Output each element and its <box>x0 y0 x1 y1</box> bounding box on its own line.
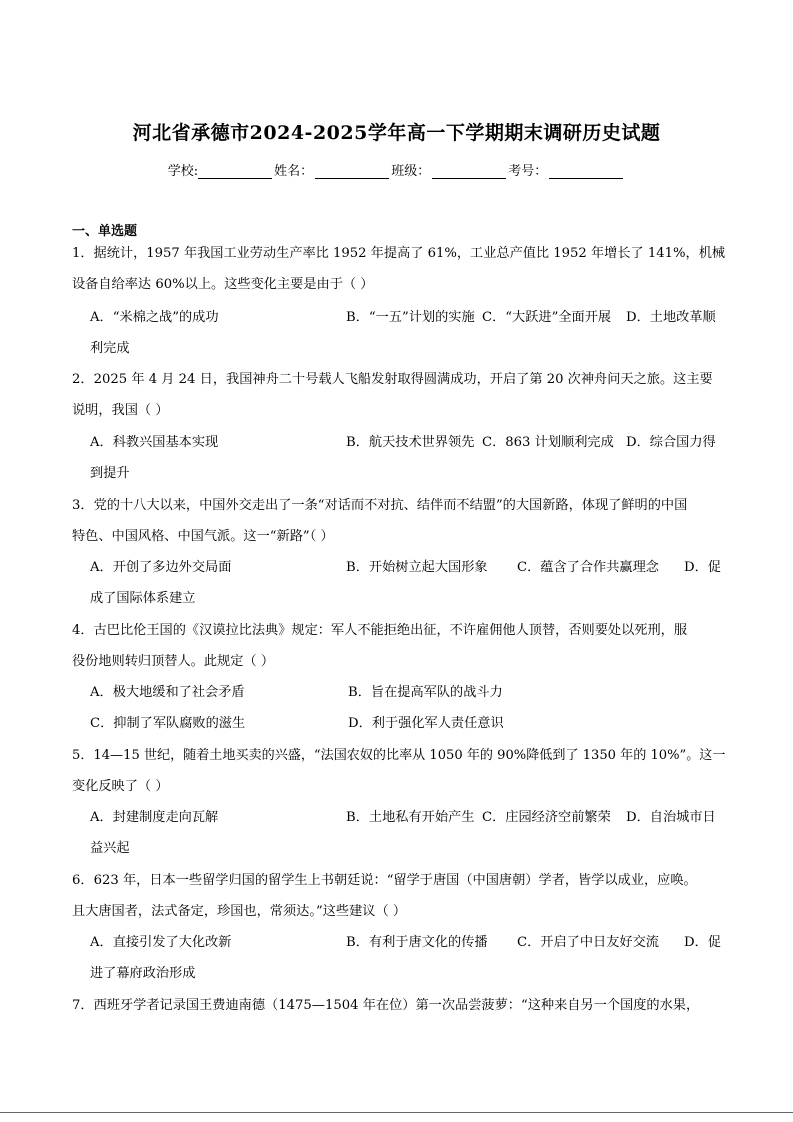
question-3-line-1: 3．党的十八大以来，中国外交走出了一条“对话而不对抗、结伴而不结盟”的大国新路，体现了鲜明的中国 <box>72 498 688 513</box>
class-label: 班级： <box>391 164 431 179</box>
question-5-option-a[interactable]: A．封建制度走向瓦解 <box>90 810 219 825</box>
question-4-option-c[interactable]: C．抑制了军队腐败的滋生 <box>90 716 246 731</box>
question-2-option-b[interactable]: B．航天技术世界领先 <box>346 435 475 450</box>
section-heading: 一、单选题 <box>72 224 138 239</box>
question-4-line-2: 役份地则转归顶替人。此规定（ ） <box>72 654 275 669</box>
question-5-option-d-cont: 益兴起 <box>90 841 130 856</box>
question-5-line-1: 5．14—15 世纪，随着土地买卖的兴盛，“法国农奴的比率从 1050 年的 90%降低到了 1350 年的 10%”。这一 <box>72 748 726 763</box>
question-1-option-b[interactable]: B．“一五”计划的实施 <box>346 310 475 325</box>
class-field[interactable] <box>432 165 506 179</box>
question-6-line-2: 且大唐国者，法式备定，珍国也，常须达。”这些建议（ ） <box>72 904 407 919</box>
question-4-option-b[interactable]: B．旨在提高军队的战斗力 <box>348 685 503 700</box>
question-5-line-2: 变化反映了（ ） <box>72 779 169 794</box>
number-field[interactable] <box>549 165 623 179</box>
page-bottom-rule <box>0 1112 793 1113</box>
number-label: 考号： <box>508 164 548 179</box>
question-2-option-a[interactable]: A．科教兴国基本实现 <box>90 435 219 450</box>
school-field[interactable] <box>198 165 272 179</box>
page-title: 河北省承德市2024-2025学年高一下学期期末调研历史试题 <box>132 122 661 144</box>
question-2-line-2: 说明，我国（ ） <box>72 403 169 418</box>
question-7-line-1: 7．西班牙学者记录国王费迪南德（1475—1504 年在位）第一次品尝菠萝：“这种来自另一个国度的水果， <box>72 998 700 1013</box>
question-2-line-1: 2．2025 年 4 月 24 日，我国神舟二十号载人飞船发射取得圆满成功，开启了第 20 次神舟问天之旅。这主要 <box>72 372 713 387</box>
question-3-option-d[interactable]: D．促 <box>684 560 721 575</box>
question-1-line-2: 设备自给率达 60%以上。这些变化主要是由于（ ） <box>72 277 374 292</box>
question-6-option-a[interactable]: A．直接引发了大化改新 <box>90 935 232 950</box>
question-6-option-d[interactable]: D．促 <box>684 935 721 950</box>
question-1-option-c[interactable]: C．“大跃进”全面开展 <box>482 310 612 325</box>
question-6-line-1: 6．623 年，日本一些留学归国的留学生上书朝廷说：“留学于唐国（中国唐朝）学者，皆学以成业，应唤。 <box>72 873 697 888</box>
question-1-option-a[interactable]: A．“米棉之战”的成功 <box>90 310 219 325</box>
question-4-line-1: 4．古巴比伦王国的《汉谟拉比法典》规定：军人不能拒绝出征，不许雇佣他人顶替，否则要处以死刑，服 <box>72 623 688 638</box>
question-1-option-d-cont: 利完成 <box>90 341 130 356</box>
name-label: 姓名： <box>274 164 314 179</box>
question-5-option-c[interactable]: C．庄园经济空前繁荣 <box>482 810 611 825</box>
question-4-option-d[interactable]: D．利于强化军人责任意识 <box>348 716 504 731</box>
question-3-option-d-cont: 成了国际体系建立 <box>90 591 196 606</box>
school-label: 学校: <box>167 164 199 179</box>
question-1-option-d[interactable]: D．土地改革顺 <box>626 310 716 325</box>
question-1-line-1: 1．据统计，1957 年我国工业劳动生产率比 1952 年提高了 61%，工业总产值比 1952 年增长了 141%，机械 <box>72 246 726 261</box>
question-3-option-c[interactable]: C．蕴含了合作共赢理念 <box>517 560 659 575</box>
name-field[interactable] <box>315 165 389 179</box>
question-2-option-c[interactable]: C．863 计划顺利完成 <box>482 435 614 450</box>
question-3-option-a[interactable]: A．开创了多边外交局面 <box>90 560 232 575</box>
question-4-option-a[interactable]: A．极大地缓和了社会矛盾 <box>90 685 245 700</box>
question-2-option-d-cont: 到提升 <box>90 466 130 481</box>
question-6-option-c[interactable]: C．开启了中日友好交流 <box>517 935 659 950</box>
question-2-option-d[interactable]: D．综合国力得 <box>626 435 716 450</box>
student-info-line <box>0 160 793 179</box>
question-5-option-d[interactable]: D．自治城市日 <box>626 810 716 825</box>
question-6-option-b[interactable]: B．有利于唐文化的传播 <box>346 935 488 950</box>
question-6-option-d-cont: 进了幕府政治形成 <box>90 966 196 981</box>
question-3-option-b[interactable]: B．开始树立起大国形象 <box>346 560 488 575</box>
question-5-option-b[interactable]: B．土地私有开始产生 <box>346 810 475 825</box>
question-3-line-2: 特色、中国风格、中国气派。这一“新路”（ ） <box>72 529 334 544</box>
